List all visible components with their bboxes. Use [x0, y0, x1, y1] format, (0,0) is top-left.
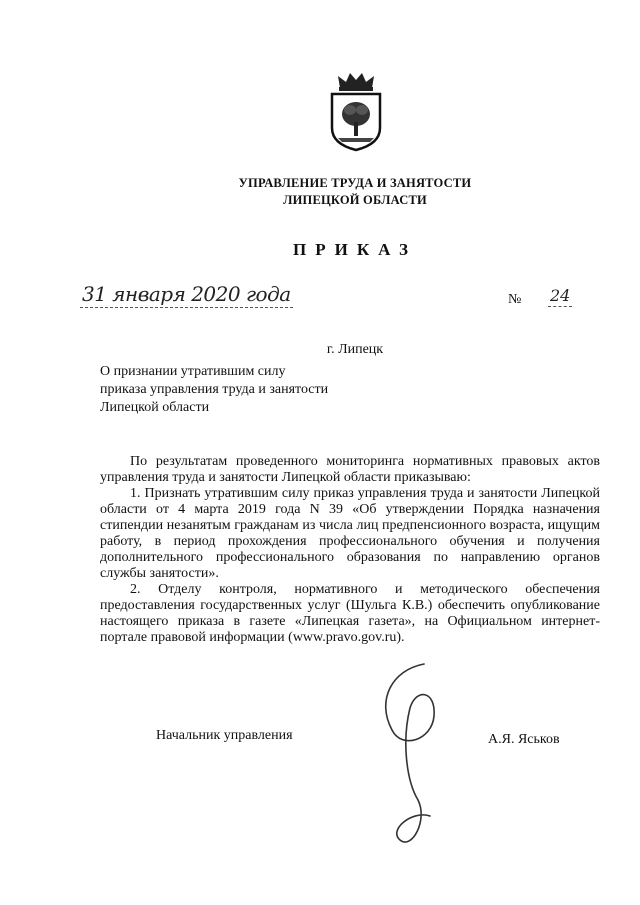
intro-paragraph: По результатам проведенного мониторинга нормативных правовых актов управления труда и занятости Липецкой области приказываю: [100, 454, 600, 485]
handwritten-order-number: 24 [550, 286, 571, 305]
organization-name: УПРАВЛЕНИЕ ТРУДА И ЗАНЯТОСТИ [238, 176, 472, 190]
signatory-name: А.Я. Яськов [488, 732, 560, 747]
clause-1: 1. Признать утратившим силу приказ управления труда и занятости Липецкой области от 4 марта 2019 года N 39 «Об утверждении Порядка назначения стипендии незанятым гражданам из числа лиц предпенсионного возраста, ищущим работу, в период прохождения профессионального обучения и получения дополнительного профессионального образования по направлению органов службы занятости». [100, 486, 600, 581]
order-number-label: № [508, 292, 522, 307]
subject-line: О признании утратившим силу [100, 364, 286, 379]
subject-line: приказа управления труда и занятости [100, 382, 329, 397]
handwritten-date: 31 января 2020 года [82, 282, 291, 306]
subject-line: Липецкой области [100, 400, 210, 415]
organization-region: ЛИПЕЦКОЙ ОБЛАСТИ [283, 193, 427, 207]
clause-2: 2. Отделу контроля, нормативного и методического обеспечения предоставления государственных услуг (Шульга К.В.) обеспечить опубликование настоящего приказа в газете «Липецкая газета», на Официальном интернет-портале правовой информации (www.pravo.gov.ru). [100, 582, 600, 645]
document-body [100, 454, 600, 646]
document-title: ПРИКАЗ [293, 240, 417, 259]
signatory-title: Начальник управления [156, 728, 293, 743]
coat-of-arms-icon [328, 70, 384, 152]
city: г. Липецк [326, 342, 384, 357]
handwritten-signature-icon [372, 660, 462, 860]
